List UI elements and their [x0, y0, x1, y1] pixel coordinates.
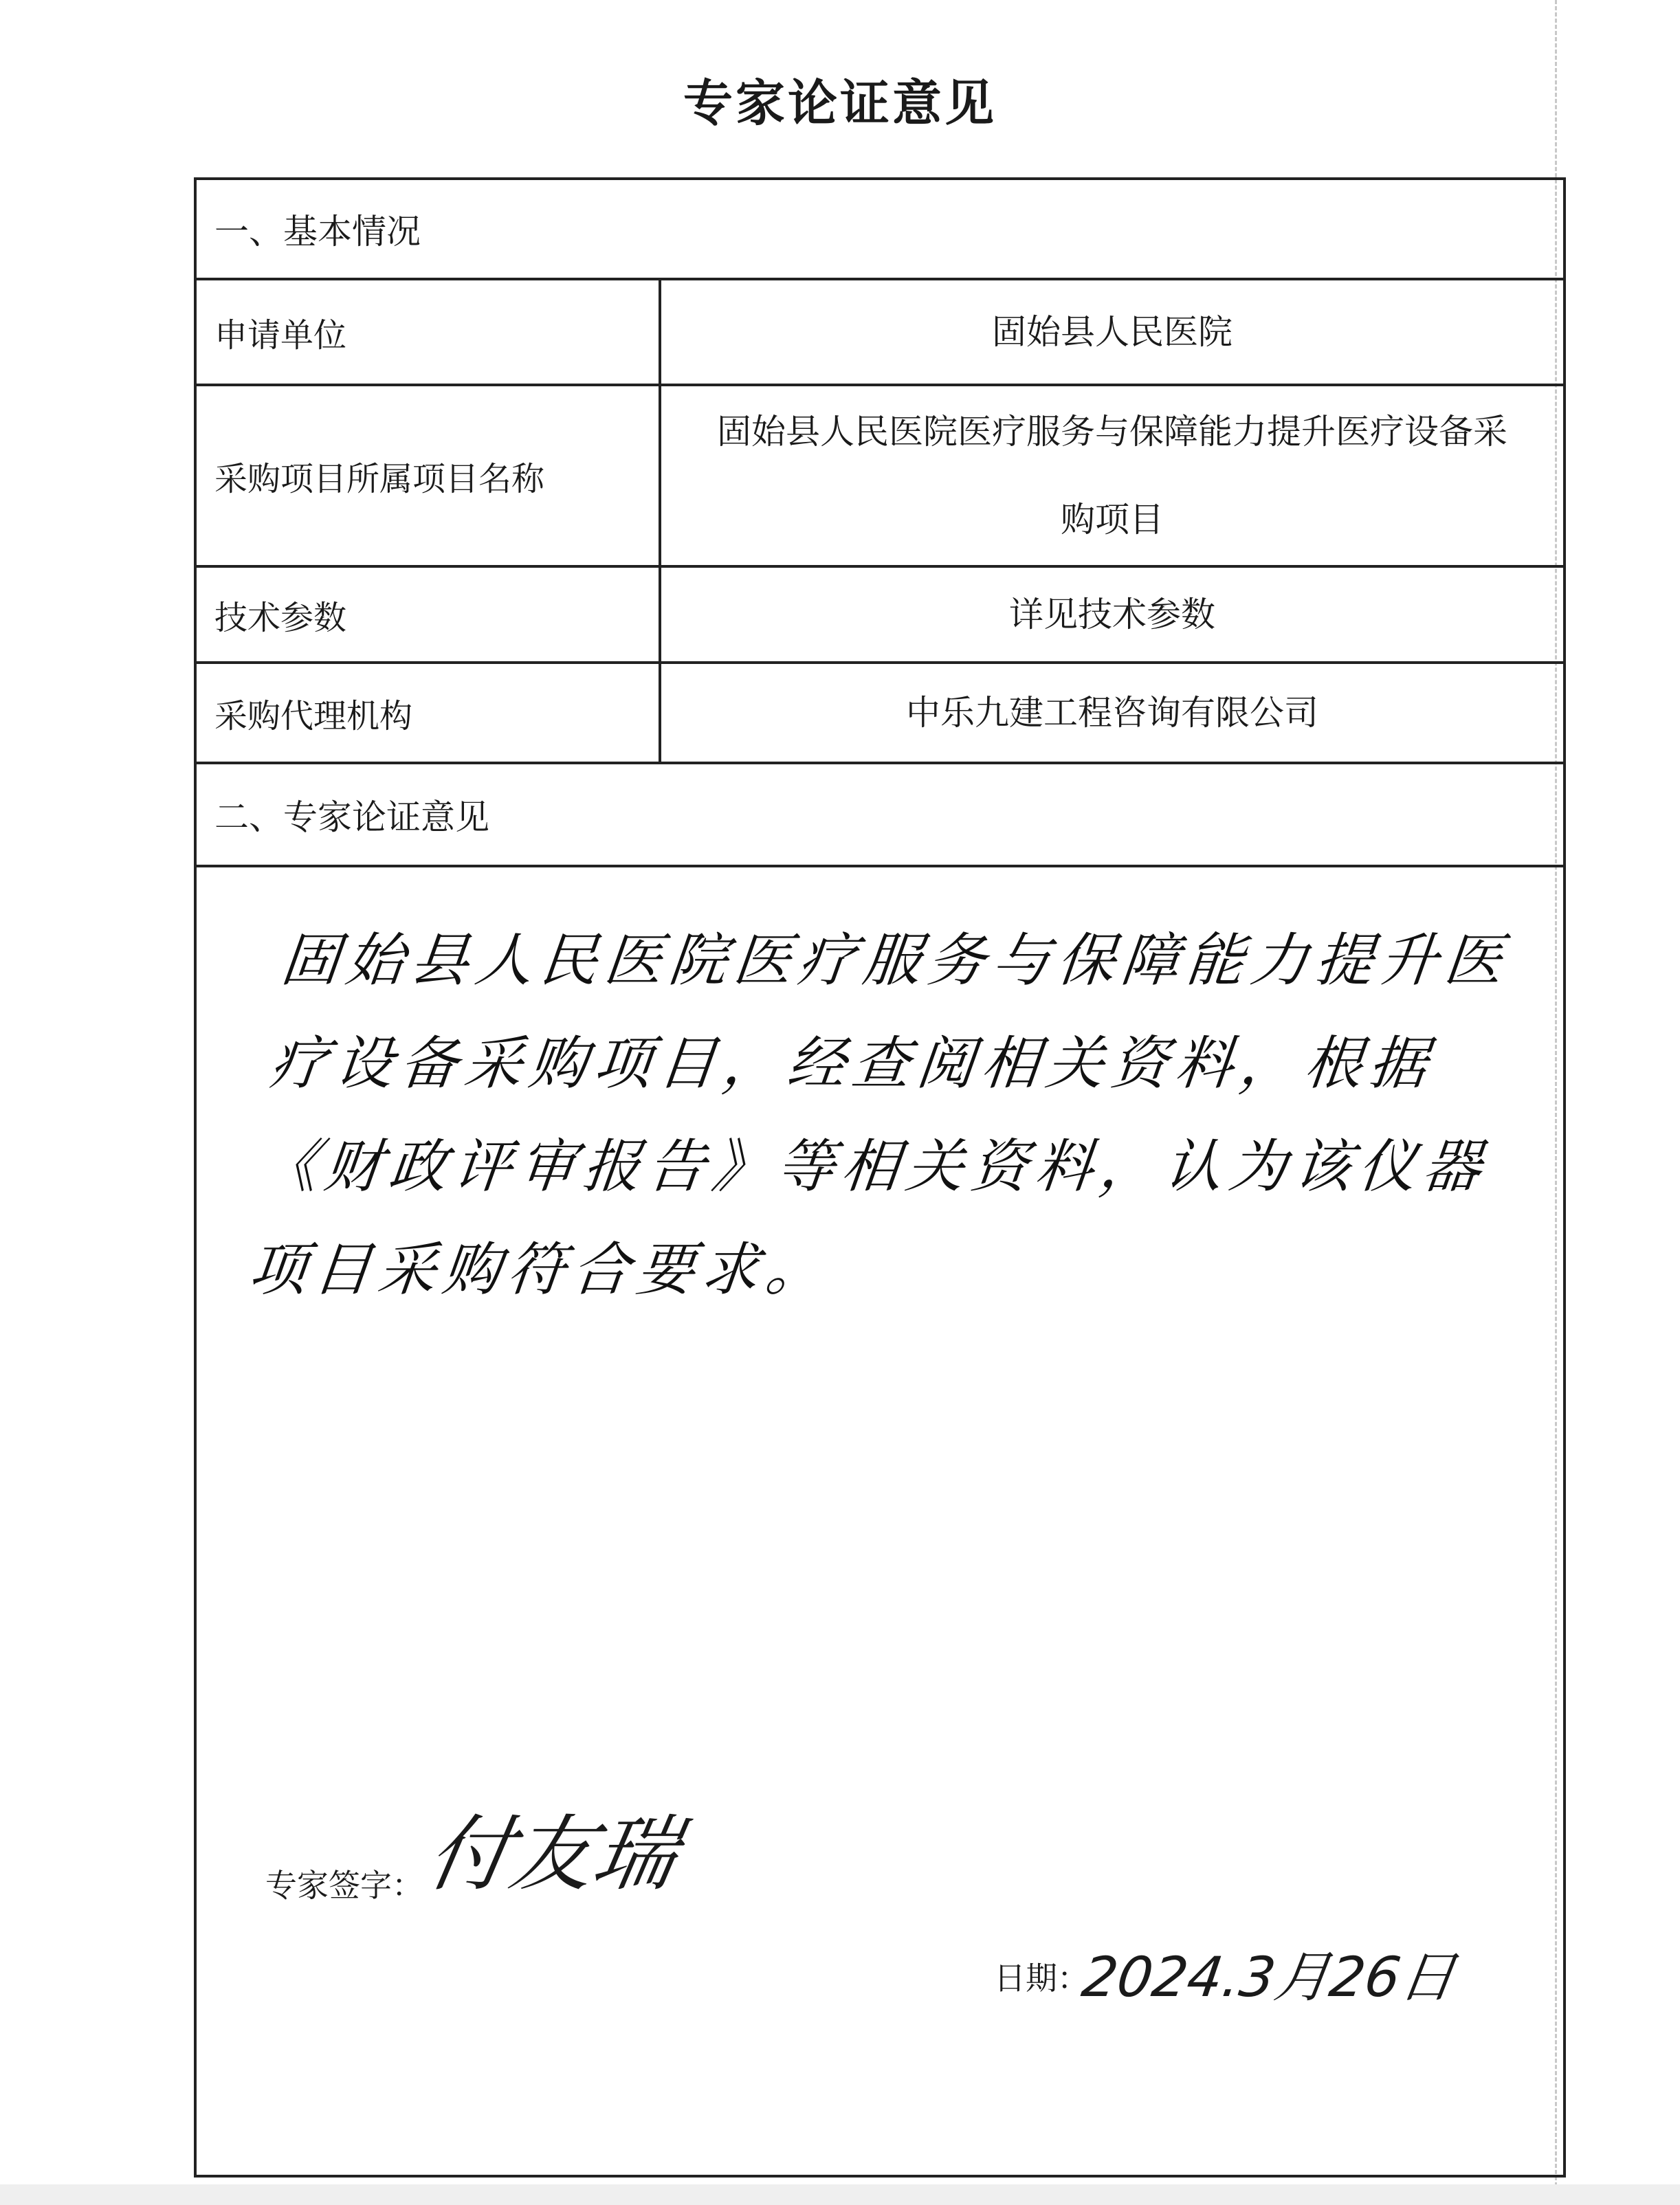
document-title: 专家论证意见	[683, 74, 997, 132]
opinion-area	[197, 867, 1563, 2175]
opinion-form	[194, 177, 1566, 2178]
scan-edge-bottom	[0, 2184, 1680, 2205]
row-project-name	[197, 386, 1563, 568]
agency-label: 采购代理机构	[197, 664, 661, 762]
project-name-label: 采购项目所属项目名称	[197, 386, 661, 565]
section2-header-row	[197, 764, 1563, 867]
signature-label: 专家签字：	[265, 1867, 423, 1904]
handwritten-opinion: 固始县人民医院医疗服务与保障能力提升医疗设备采购项目，经查阅相关资料，根据《财政评审报告》等相关资料，认为该仪器项目采购符合要求。	[245, 927, 1513, 1303]
row-agency	[197, 664, 1563, 764]
tech-params-label: 技术参数	[197, 568, 661, 661]
signature-name: 付友瑞	[420, 1807, 685, 1903]
section1-header-row	[197, 180, 1563, 280]
applicant-label: 申请单位	[197, 280, 661, 384]
date-label: 日期：	[994, 1960, 1089, 1997]
date-value: 2024.3月26日	[1078, 1945, 1460, 2009]
row-tech-params	[197, 568, 1563, 664]
section2-heading: 二、专家论证意见	[214, 797, 489, 837]
project-name-value: 固始县人民医院医疗服务与保障能力提升医疗设备采购项目	[717, 412, 1507, 540]
section1-heading: 一、基本情况	[214, 212, 421, 252]
row-applicant	[197, 280, 1563, 386]
tech-params-value: 详见技术参数	[1009, 595, 1215, 634]
applicant-value: 固始县人民医院	[992, 312, 1233, 352]
agency-value: 中乐九建工程咨询有限公司	[906, 693, 1318, 733]
